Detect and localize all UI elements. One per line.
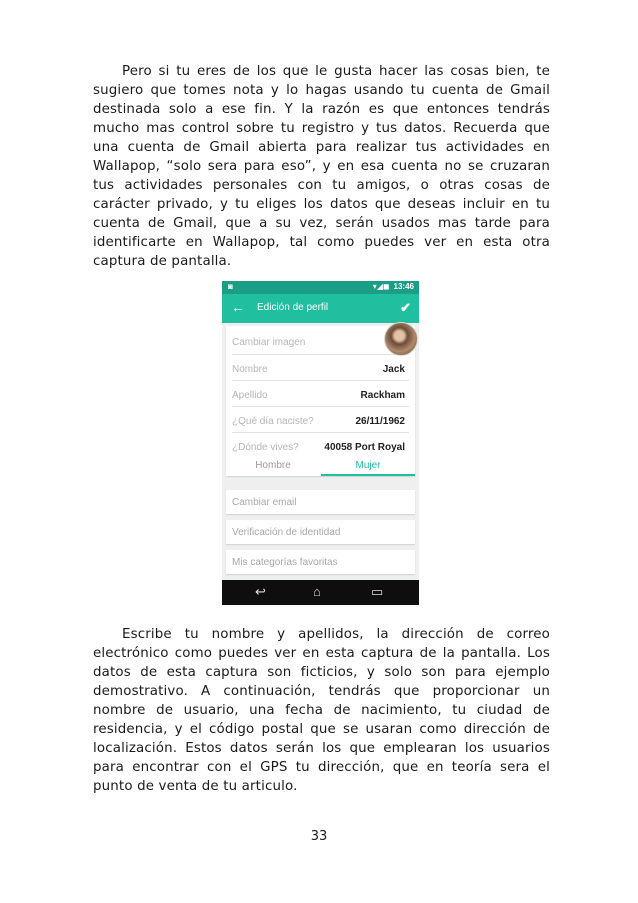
paragraph-intro: Pero si tu eres de los que le gusta hacer las cosas bien, te sugiero que tomes nota y lo hagas usando tu cuenta de Gmail destinada solo a ese fin. Y la razón es que entonces tendrás mucho mas control sobre tu registro y tus datos. Recuerda que una cuenta de Gmail abierta para realizar tus actividades en Wallapop, “solo sera para eso”, y en esa cuenta no se cruzaran tus actividades personales con tu amigos, o otras cosas de carácter privado, y tu eliges los datos que deseas incluir en tu cuenta de Gmail, que a su vez, serán usados mas tarde para identificarte en Wallapop, tal como puedes ver en esta otra captura de pantalla. xyxy=(93,64,550,269)
favorite-categories-label: Mis categorías favoritas xyxy=(232,557,338,568)
location-field[interactable] xyxy=(232,433,409,459)
identity-verification-label: Verificación de identidad xyxy=(232,527,341,538)
nav-recent-apps-icon[interactable]: ▭ xyxy=(371,584,384,599)
back-arrow-icon[interactable]: ← xyxy=(231,299,245,315)
location-label: ¿Dónde vives? xyxy=(232,442,299,453)
first-name-label: Nombre xyxy=(232,364,268,375)
birthdate-value: 26/11/1962 xyxy=(355,416,405,427)
last-name-value: Rackham xyxy=(360,390,405,401)
status-time: 13:46 xyxy=(393,282,414,291)
profile-card xyxy=(226,326,415,476)
tab-hombre[interactable]: Hombre xyxy=(255,460,291,471)
first-name-field[interactable] xyxy=(232,355,409,381)
last-name-label: Apellido xyxy=(232,390,268,401)
birthdate-field[interactable] xyxy=(232,407,409,433)
gender-tabs xyxy=(226,459,415,476)
change-image-row[interactable] xyxy=(232,326,409,355)
change-email-label: Cambiar email xyxy=(232,497,297,508)
change-email-option[interactable] xyxy=(226,490,415,514)
birthdate-label: ¿Qué día naciste? xyxy=(232,416,314,427)
checkmark-icon[interactable]: ✔ xyxy=(400,300,411,315)
signal-icon: ▾◢◼ xyxy=(372,282,390,291)
camera-icon: ◙ xyxy=(228,282,233,291)
tab-mujer[interactable]: Mujer xyxy=(321,459,415,476)
favorite-categories-option[interactable] xyxy=(226,550,415,574)
nav-home-icon[interactable]: ⌂ xyxy=(313,584,321,599)
app-screenshot xyxy=(222,281,419,605)
app-bar-title: Edición de perfil xyxy=(257,302,329,313)
change-image-label: Cambiar imagen xyxy=(232,337,306,348)
android-nav-bar xyxy=(222,580,419,605)
page-number: 33 xyxy=(310,829,328,844)
status-bar xyxy=(222,281,419,294)
nav-back-icon[interactable]: ↩ xyxy=(255,584,266,599)
avatar[interactable] xyxy=(384,322,418,356)
first-name-value: Jack xyxy=(382,364,405,375)
identity-verification-option[interactable] xyxy=(226,520,415,544)
paragraph-instructions: Escribe tu nombre y apellidos, la dirección de correo electrónico como puedes ver en esta captura de la pantalla. Los datos de esta captura son ficticios, y solo son para ejemplo demostrativo. A continuación, tendrás que proporcionar un nombre de usuario, una fecha de nacimiento, tu ciudad de residencia, y el código postal que se usaran como dirección de localización. Estos datos serán los que emplearan los usuarios para encontrar con el GPS tu dirección, que en teoría sera el punto de venta de tu articulo. xyxy=(93,627,550,794)
last-name-field[interactable] xyxy=(232,381,409,407)
app-bar xyxy=(222,294,419,323)
location-value: 40058 Port Royal xyxy=(324,442,405,453)
